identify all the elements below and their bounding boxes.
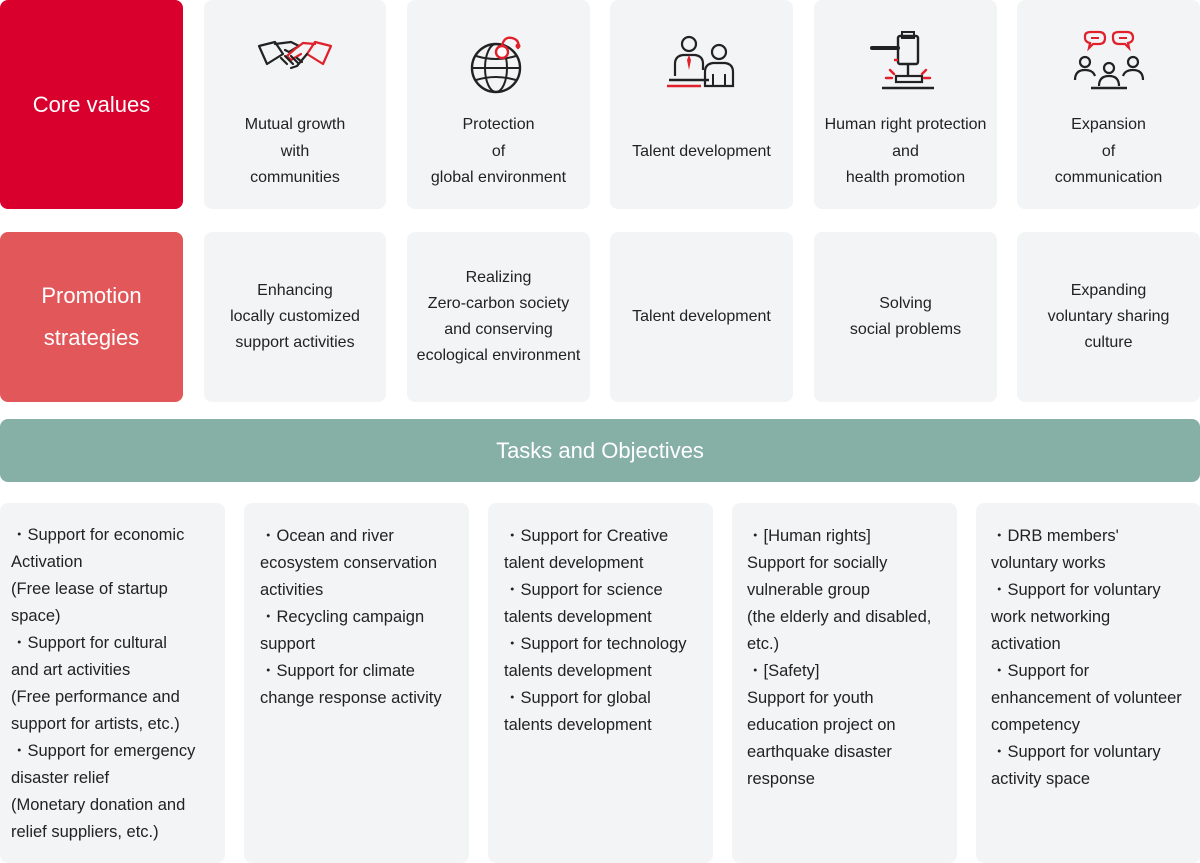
task-text-3: ・Support for Creative talent development ・Support for science talents development ・Support for technology talents development ・Support for global talents development [504,527,687,734]
task-text-1: ・Support for economic Activation (Free lease of startup space) ・Support for cultural and art activities (Free performance and support for artists, etc.) ・Support for emergency disaster relief (Monetary donation and relief suppliers, etc.) [11,526,196,841]
strategy-text-2: Realizing Zero-carbon society and conserving ecological environment [416,269,581,364]
task-column-4 [732,503,957,863]
task-text-2: ・Ocean and river ecosystem conservation activities ・Recycling campaign support ・Support for climate change response activity [260,527,442,707]
strategy-card-1 [204,232,386,402]
core-value-text-4: Human right protection and health promotion [824,116,987,186]
core-value-card-5 [1017,0,1200,209]
task-column-3 [488,503,713,863]
core-values-label-box [0,0,183,209]
core-values-label: Core values [32,91,151,117]
core-value-card-3 [610,0,793,209]
strategy-card-5 [1017,232,1200,402]
strategy-text-3: Talent development [632,308,771,325]
handshake-icon [204,30,386,100]
globe-icon [407,30,590,100]
core-value-text-5: Expansion of communication [1054,116,1163,186]
core-value-text-2: Protection of global environment [430,116,567,186]
task-column-1 [0,503,225,863]
task-column-5 [976,503,1200,863]
core-value-text-3: Talent development [632,143,771,160]
tasks-objectives-label: Tasks and Objectives [496,437,704,463]
strategy-card-2 [407,232,590,402]
tasks-objectives-bar [0,419,1200,482]
task-text-5: ・DRB members' voluntary works ・Support for voluntary work networking activation ・Support for enhancement of volunteer competency ・Support for voluntary activity space [991,527,1182,788]
core-value-card-2 [407,0,590,209]
people-chat-icon [1017,30,1200,100]
core-value-card-1 [204,0,386,209]
strategy-card-3 [610,232,793,402]
gavel-icon [814,30,997,100]
mentor-icon [610,30,793,100]
strategy-text-4: Solving social problems [849,295,962,338]
promotion-strategies-label-box [0,232,183,402]
strategy-text-1: Enhancing locally customized support activities [230,282,360,351]
strategy-text-5: Expanding voluntary sharing culture [1047,282,1170,351]
promotion-strategies-label: Promotion strategies [41,283,142,350]
task-column-2 [244,503,469,863]
strategy-card-4 [814,232,997,402]
core-value-card-4 [814,0,997,209]
core-value-text-1: Mutual growth with communities [244,116,346,186]
task-text-4: ・[Human rights] Support for socially vulnerable group (the elderly and disabled, etc.) ・[Safety] Support for youth education project on earthquake disaster response [747,527,932,788]
